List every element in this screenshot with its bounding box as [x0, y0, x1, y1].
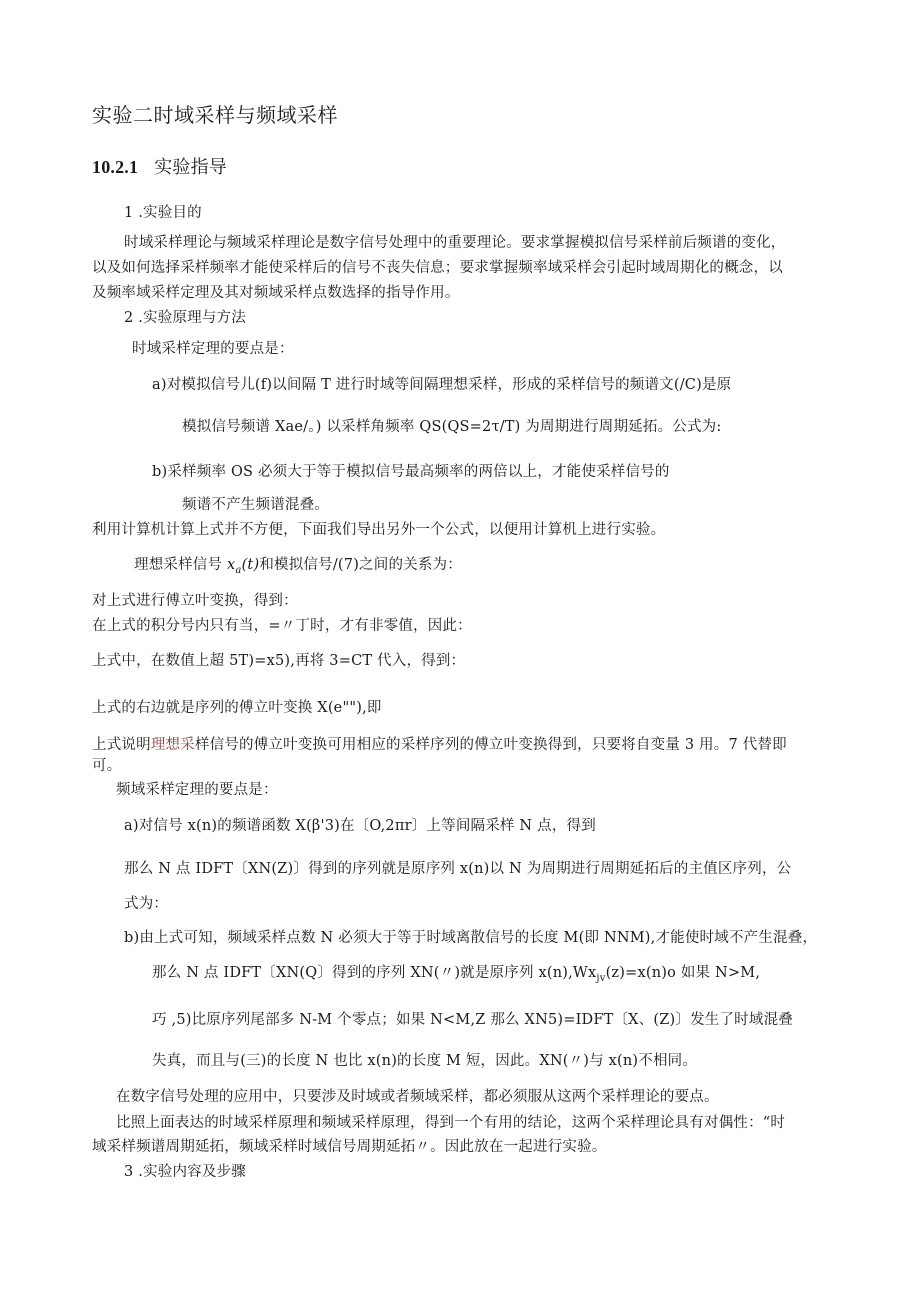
point-b-line-2: 频谱不产生频谱混叠。 — [182, 497, 329, 513]
relation-sentence — [134, 556, 462, 580]
comparison-line-2: 域采样频谱周期延拓，频域采样时域信号周期延拓〃。因此放在一起进行实验。 — [92, 1139, 607, 1155]
freq-point-b-line-2-prefix: 那么 N 点 IDFT〔XN(Q〕得到的序列 XN(〃)就是原序列 x(n),Wx — [152, 965, 597, 981]
freq-point-b-line-2-subscript: jv — [596, 972, 606, 984]
page-title: 实验二时域采样与频域采样 — [92, 103, 338, 127]
principle-heading: 2 .实验原理与方法 — [124, 310, 246, 326]
freq-point-b-line-1: b)由上式可知，频域采样点数 N 必须大于等于时域离散信号的长度 M(即 NNM),才能使时域不产生混叠， — [124, 930, 818, 946]
point-a-line-2: 模拟信号频谱 Xae/。) 以采样角频率 QS(QS=2τ/T) 为周期进行周期延拓。公式为: — [182, 419, 722, 435]
relation-suffix: 和模拟信号/(7)之间的关系为： — [259, 557, 462, 573]
purpose-heading: 1 .实验目的 — [124, 205, 202, 221]
explanation-suffix: 样信号的傅立叶变换可用相应的采样序列的傅立叶变换得到，只要将自变量 3 用。7 代替即 — [194, 737, 787, 753]
section-number: 10.2.1 — [92, 157, 139, 177]
purpose-paragraph-line-1: 时域采样理论与频域采样理论是数字信号处理中的重要理论。要求掌握模拟信号采样前后频谱的变化， — [124, 235, 786, 251]
section-label: 实验指导 — [154, 157, 228, 178]
purpose-paragraph-line-2: 以及如何选择采样频率才能使采样后的信号不丧失信息；要求掌握频率域采样会引起时域周期化的概念，以 — [92, 260, 783, 276]
freq-sampling-key-points: 频域采样定理的要点是： — [116, 782, 278, 798]
relation-argument: (t) — [241, 557, 260, 573]
explanation-prefix: 上式说明 — [92, 737, 151, 753]
freq-idft-line-1: 那么 N 点 IDFT〔XN(Z)〕得到的序列就是原序列 x(n)以 N 为周期进行周期延拓后的主值区序列，公 — [124, 861, 792, 877]
freq-point-a: a)对信号 x(n)的频谱函数 X(β'3)在〔O,2πr〕上等间隔采样 N 点，得到 — [124, 818, 596, 834]
numeric-note: 上式中，在数值上超 5T)=x5),再将 3=CT 代入，得到： — [92, 653, 466, 669]
relation-subscript: a — [235, 564, 242, 576]
time-sampling-key-points: 时域采样定理的要点是： — [132, 341, 294, 357]
relation-symbol: x — [227, 557, 236, 573]
freq-point-b-line-2-suffix: (z)=x(n)o 如果 N>M, — [605, 965, 761, 981]
fourier-transform-note: 对上式进行傅立叶变换，得到： — [92, 593, 298, 609]
right-side-note: 上式的右边就是序列的傅立叶变换 X(e""),即 — [92, 700, 382, 716]
explanation-line-1 — [92, 736, 787, 754]
computer-note: 利用计算机计算上式并不方便，下面我们导出另外一个公式，以便用计算机上进行实验。 — [92, 522, 666, 538]
explanation-highlight: 理想采 — [150, 737, 195, 753]
purpose-paragraph-line-3: 及频率域采样定理及其对频域采样点数选择的指导作用。 — [92, 285, 460, 301]
section-heading — [92, 156, 227, 179]
point-b-line-1: b)采样频率 OS 必须大于等于模拟信号最高频率的两倍以上，才能使采样信号的 — [152, 464, 670, 480]
point-a-line-1: a)对模拟信号儿(f)以间隔 T 进行时域等间隔理想采样，形成的采样信号的频谱文(/C)是原 — [152, 377, 732, 393]
freq-idft-line-2: 式为： — [124, 896, 169, 912]
application-note: 在数字信号处理的应用中，只要涉及时域或者频域采样，都必须服从这两个采样理论的要点。 — [116, 1089, 719, 1105]
relation-prefix: 理想采样信号 — [134, 557, 228, 573]
freq-point-b-line-4: 失真，而且与(三)的长度 N 也比 x(n)的长度 M 短，因此。XN(〃)与 x(n)不相同。 — [152, 1053, 698, 1069]
explanation-line-2: 可。 — [92, 758, 122, 774]
freq-point-b-line-3: 巧 ,5)比原序列尾部多 N-M 个零点；如果 N<M,Z 那么 XN5)=IDFT〔X、(Z)〕发生了时域混叠 — [152, 1012, 793, 1028]
integral-note: 在上式的积分号内只有当，=〃丁时，才有非零值，因此： — [92, 618, 472, 634]
comparison-line-1: 比照上面表达的时域采样原理和频域采样原理，得到一个有用的结论，这两个采样理论具有对偶性：“时 — [116, 1115, 786, 1131]
steps-heading: 3 .实验内容及步骤 — [124, 1164, 246, 1180]
freq-point-b-line-2 — [152, 964, 760, 988]
